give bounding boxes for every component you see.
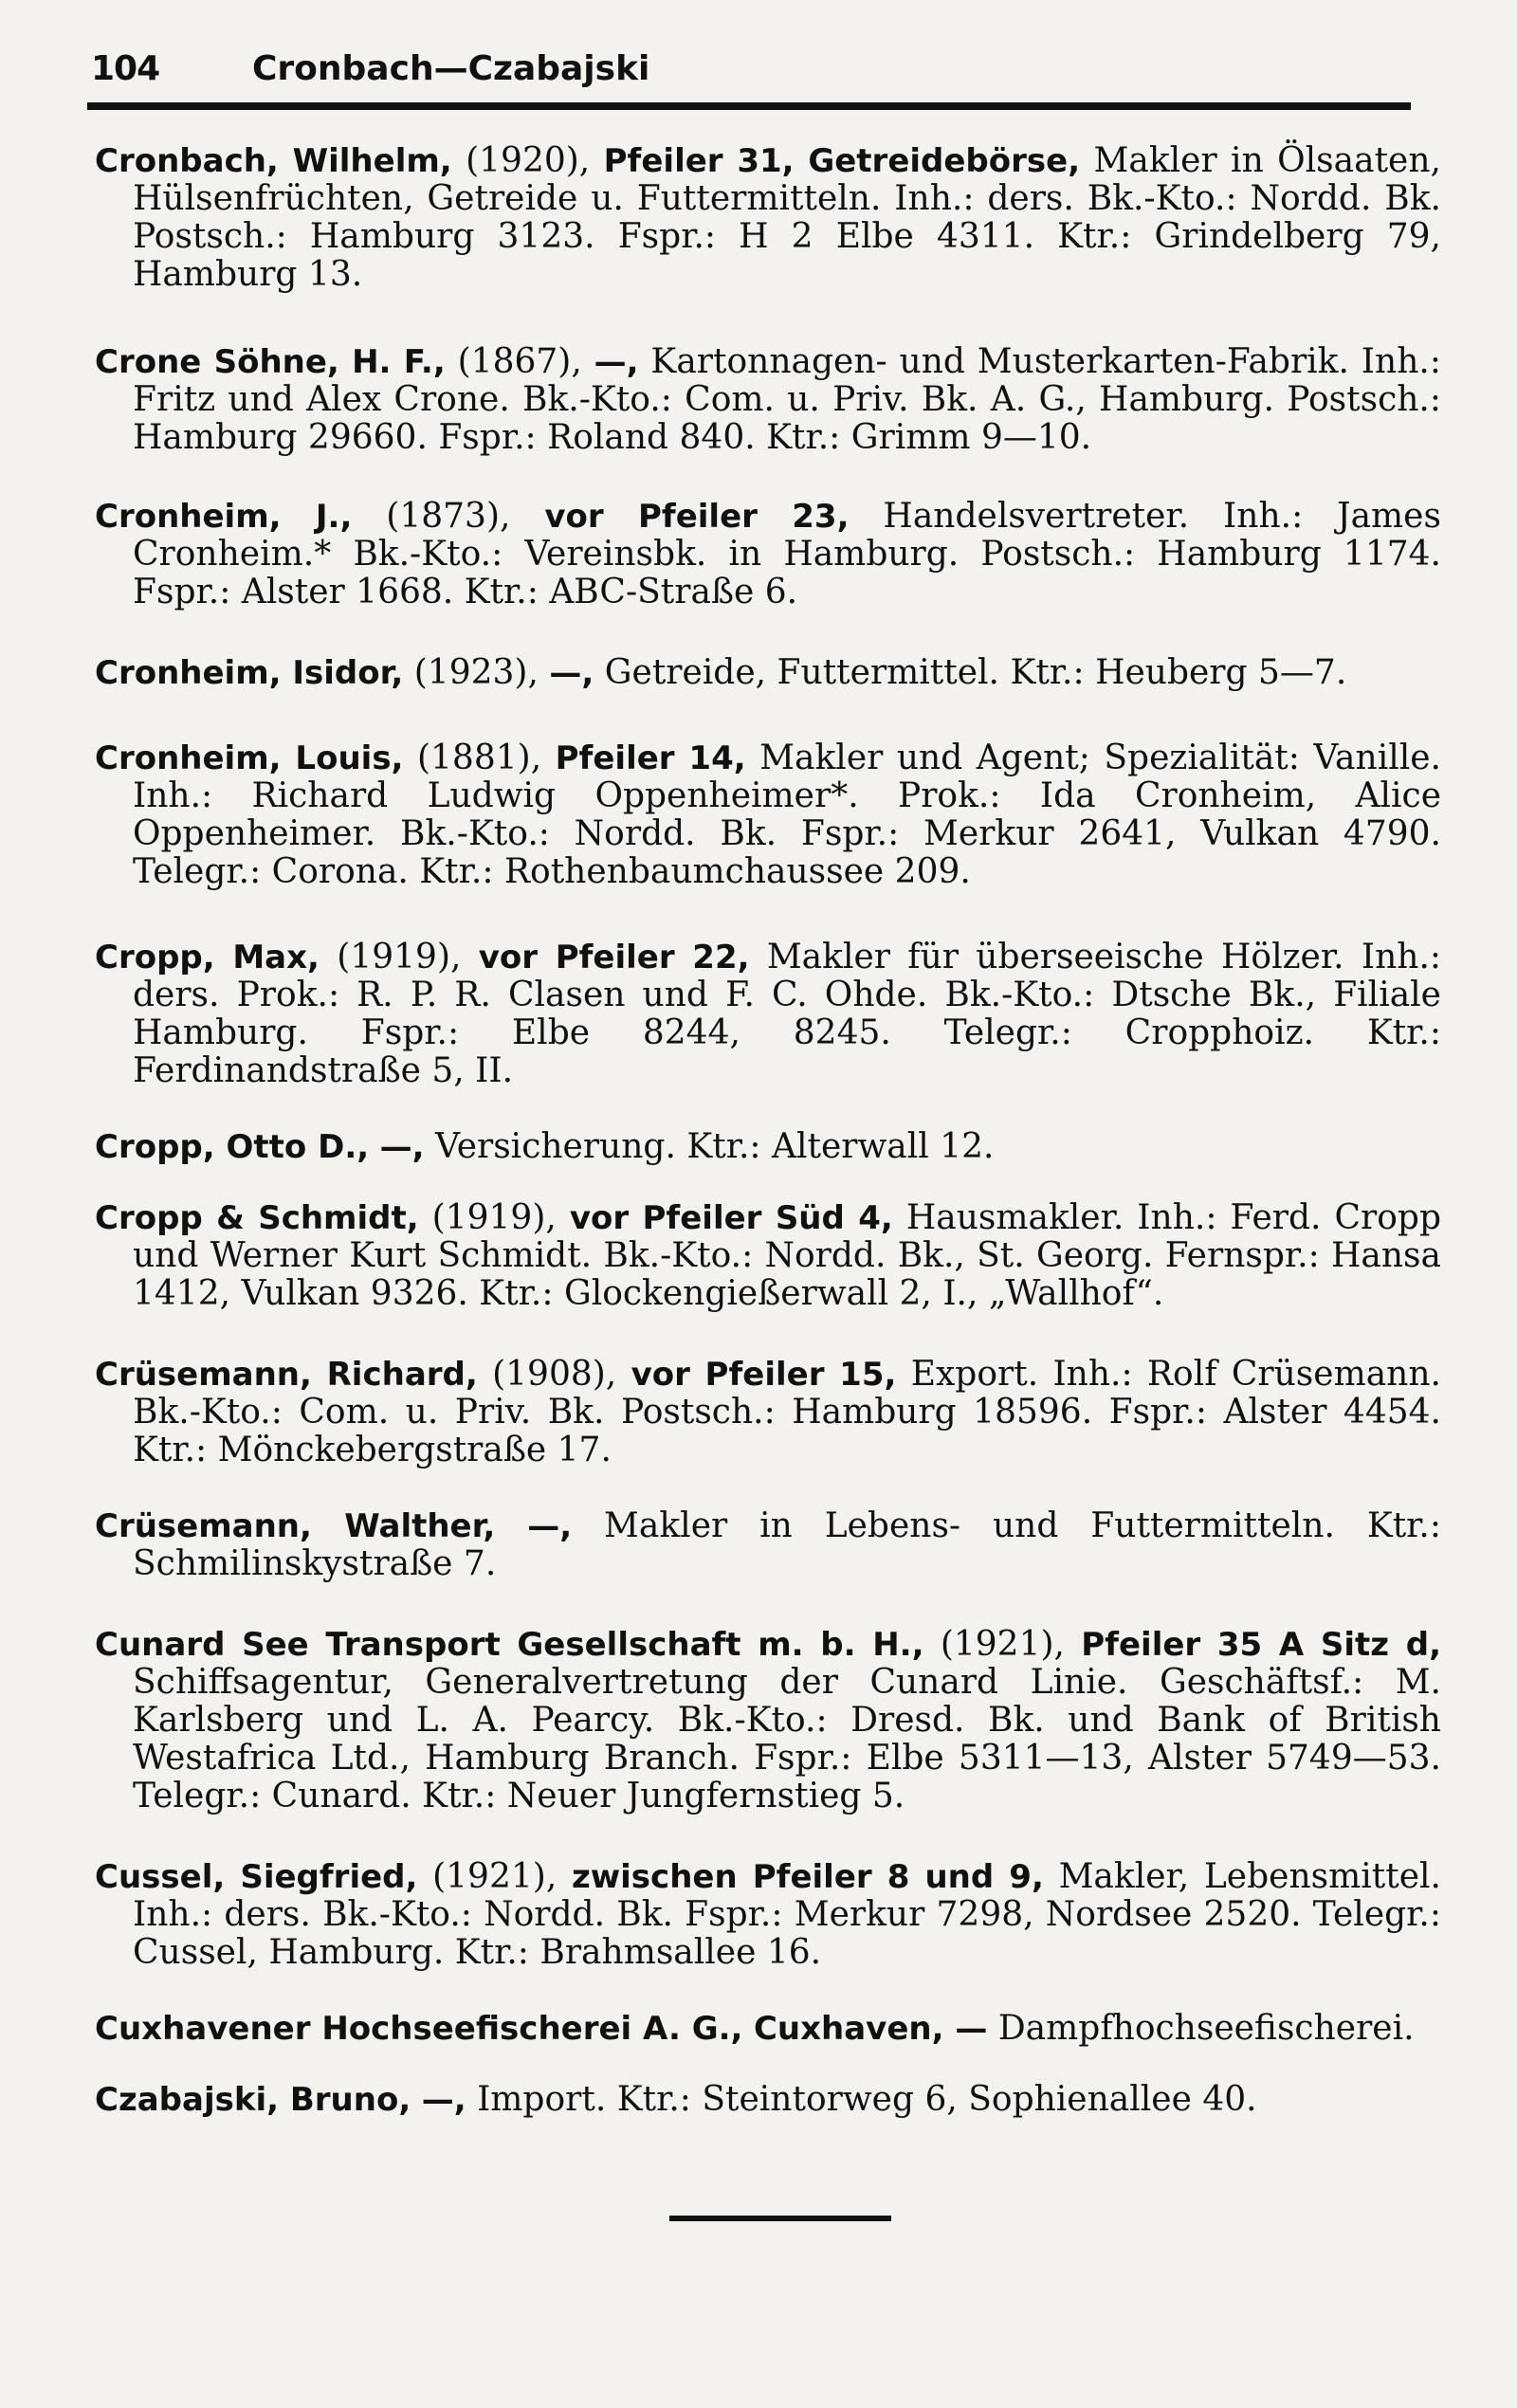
location: vor Pfeiler 22, [478, 939, 750, 976]
location: —, [594, 343, 639, 381]
firm-name: Crone Söhne, H. F., [95, 343, 446, 381]
founding-year: (1921), [940, 1625, 1065, 1664]
entry-details: Makler in Lebens- und Futtermitteln. Ktr.: Schmilinskystraße 7. [133, 1506, 1442, 1583]
founding-year: (1923), [413, 653, 539, 692]
location: Pfeiler 14, [555, 739, 746, 777]
firm-name: Cropp, Otto D., [95, 1128, 370, 1166]
entry-cronheim-j [95, 498, 1441, 611]
location: vor Pfeiler 15, [631, 1356, 897, 1394]
location: Cuxhaven, — [753, 2010, 988, 2048]
firm-name: Cussel, Siegfried, [95, 1858, 418, 1896]
location: —, [379, 1128, 425, 1166]
location: —, [527, 1507, 573, 1545]
entry-details: Import. Ktr.: Steintorweg 6, Sophienallee 40. [477, 2080, 1257, 2119]
entry-cropp-otto [95, 1128, 1441, 1166]
entry-czabajski [95, 2081, 1441, 2119]
firm-name: Crüsemann, Richard, [95, 1356, 478, 1394]
entry-details: Schiffsagentur, Generalvertretung der Cunard Linie. Geschäftsf.: M. Karlsberg und L. A. Pearcy. Bk.-Kto.: Dresd. Bk. und Bank of British Westafrica Ltd., Hamburg Branch. Fspr.: Elbe 5311—13, Alster 5749—53. Telegr.: Cunard. Ktr.: Neuer Jungfernstieg 5. [133, 1663, 1441, 1815]
page-header [91, 49, 1411, 102]
location: vor Pfeiler 23, [544, 498, 850, 536]
entry-cruesemann-richard [95, 1356, 1441, 1469]
firm-name: Czabajski, Bruno, [95, 2081, 411, 2119]
founding-year: (1873), [386, 497, 511, 536]
entry-cronheim-louis [95, 739, 1441, 891]
entry-cronbach-wilhelm [95, 142, 1441, 294]
firm-name: Cronbach, Wilhelm, [95, 142, 452, 180]
location: zwischen Pfeiler 8 und 9, [571, 1858, 1044, 1896]
entry-details: Hausmakler. Inh.: Ferd. Cropp und Werner Kurt Schmidt. Bk.-Kto.: Nordd. Bk., St. Georg. Fernspr.: Hansa 1412, Vulkan 9326. Ktr.: Glockengießerwall 2, I., „Wallhof“. [133, 1198, 1441, 1313]
entry-details: Kartonnagen- und Musterkarten-Fabrik. Inh.: Fritz und Alex Crone. Bk.-Kto.: Com. u. Priv. Bk. A. G., Hamburg. Postsch.: Hamburg 29660. Fspr.: Roland 840. Ktr.: Grimm 9—10. [133, 342, 1441, 457]
footer-rule [669, 2216, 891, 2221]
running-head: Cronbach—Czabajski [252, 49, 650, 88]
location: vor Pfeiler Süd 4, [569, 1199, 893, 1237]
entry-cropp-schmidt [95, 1199, 1441, 1313]
firm-name: Crüsemann, Walther, [95, 1507, 496, 1545]
entry-details: Versicherung. Ktr.: Alterwall 12. [435, 1127, 995, 1166]
entry-details: Export. Inh.: Rolf Crüsemann. Bk.-Kto.: Com. u. Priv. Bk. Postsch.: Hamburg 18596. Fspr.: Alster 4454. Ktr.: Mönckebergstraße 17. [133, 1355, 1441, 1469]
entry-crone-soehne [95, 343, 1441, 457]
location: —, [421, 2081, 466, 2119]
entry-details: Handelsvertreter. Inh.: James Cronheim.* Bk.-Kto.: Vereinsbk. in Hamburg. Postsch.: Hamburg 1174. Fspr.: Alster 1668. Ktr.: ABC-Straße 6. [133, 497, 1441, 611]
firm-name: Cropp, Max, [95, 939, 320, 976]
founding-year: (1867), [457, 342, 582, 381]
location: Pfeiler 35 A Sitz d, [1081, 1626, 1441, 1664]
entry-details: Makler und Agent; Spezialität: Vanille. Inh.: Richard Ludwig Oppenheimer*. Prok.: Ida Cronheim, Alice Oppenheimer. Bk.-Kto.: Nordd. Bk. Fspr.: Merkur 2641, Vulkan 4790. Telegr.: Corona. Ktr.: Rothenbaumchaussee 209. [133, 739, 1441, 891]
entry-cussel [95, 1858, 1441, 1972]
entry-details: Makler für überseeische Hölzer. Inh.: ders. Prok.: R. P. R. Clasen und F. C. Ohde. Bk.-Kto.: Dtsche Bk., Filiale Hamburg. Fspr.: Elbe 8244, 8245. Telegr.: Cropphoiz. Ktr.: Ferdinandstraße 5, II. [133, 938, 1442, 1090]
entry-cruesemann-walther [95, 1507, 1441, 1583]
entry-details: Makler in Ölsaaten, Hülsenfrüchten, Getreide u. Futtermitteln. Inh.: ders. Bk.-Kto.: Nordd. Bk. Postsch.: Hamburg 3123. Fspr.: H 2 Elbe 4311. Ktr.: Grindelberg 79, Hamburg 13. [133, 141, 1441, 294]
entry-cronheim-isidor [95, 654, 1441, 692]
page-number: 104 [91, 49, 160, 88]
entry-cropp-max [95, 939, 1441, 1090]
entry-details: Dampfhochseefischerei. [997, 2009, 1415, 2048]
firm-name: Cropp & Schmidt, [95, 1199, 419, 1237]
entry-cunard [95, 1626, 1441, 1815]
firm-name: Cuxhavener Hochseefischerei A. G., [95, 2010, 743, 2048]
location: —, [549, 654, 594, 692]
founding-year: (1919), [431, 1198, 557, 1237]
firm-name: Cronheim, Louis, [95, 739, 404, 777]
founding-year: (1919), [337, 938, 462, 976]
location: Pfeiler 31, Getreidebörse, [603, 142, 1081, 180]
firm-name: Cunard See Transport Gesellschaft m. b. H., [95, 1626, 924, 1664]
entry-details: Makler, Lebensmittel. Inh.: ders. Bk.-Kto.: Nordd. Bk. Fspr.: Merkur 7298, Nordsee 2520. Telegr.: Cussel, Hamburg. Ktr.: Brahmsallee 16. [133, 1857, 1441, 1972]
header-rule [87, 102, 1411, 110]
entry-cuxhavener [95, 2010, 1441, 2048]
founding-year: (1881), [416, 739, 542, 777]
founding-year: (1921), [432, 1857, 557, 1896]
founding-year: (1908), [492, 1355, 617, 1394]
entry-details: Getreide, Futtermittel. Ktr.: Heuberg 5—7. [604, 653, 1347, 692]
founding-year: (1920), [466, 141, 591, 180]
firm-name: Cronheim, Isidor, [95, 654, 404, 692]
firm-name: Cronheim, J., [95, 498, 353, 536]
